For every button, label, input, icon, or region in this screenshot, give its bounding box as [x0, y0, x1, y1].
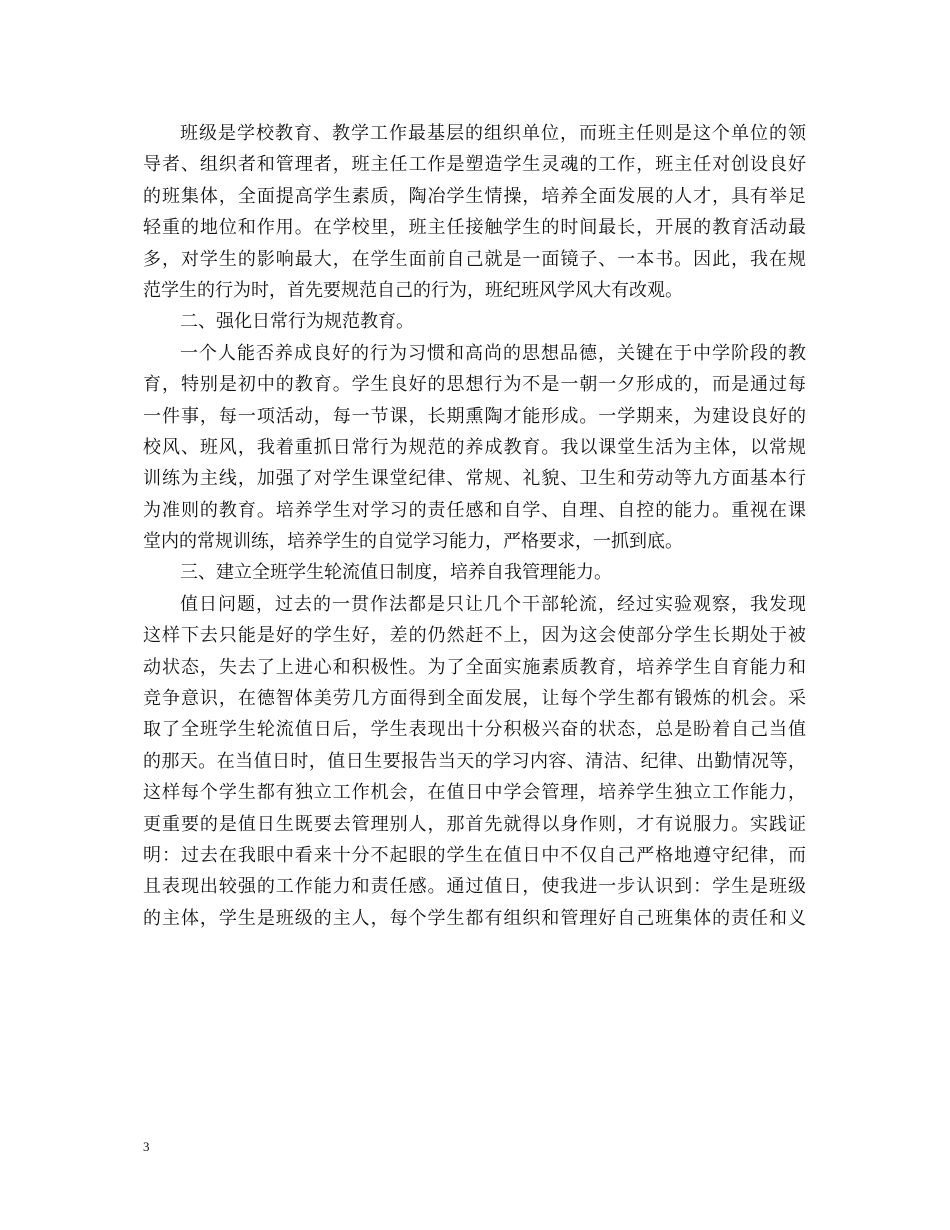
section-heading: 三、建立全班学生轮流值日制度，培养自我管理能力。 [180, 562, 612, 584]
text-line: 训练为主线，加强了对学生课堂纪律、常规、礼貌、卫生和劳动等九方面基本行 [143, 468, 806, 490]
text-line: 取了全班学生轮流值日后，学生表现出十分积极兴奋的状态，总是盼着自己当值 [143, 719, 806, 741]
text-line: 更重要的是值日生既要去管理别人，那首先就得以身作则，才有说服力。实践证 [143, 813, 806, 835]
text-line: 这样每个学生都有独立工作机会，在值日中学会管理，培养学生独立工作能力， [143, 782, 806, 804]
text-line: 班级是学校教育、教学工作最基层的组织单位，而班主任则是这个单位的领 [180, 123, 806, 144]
text-line: 的主体，学生是班级的主人，每个学生都有组织和管理好自己班集体的责任和义 [143, 907, 806, 929]
text-line: 轻重的地位和作用。在学校里，班主任接触学生的时间最长，开展的教育活动最 [143, 217, 806, 239]
text-line: 一个人能否养成良好的行为习惯和高尚的思想品德，关键在于中学阶段的教 [180, 342, 806, 364]
text-line: 这样下去只能是好的学生好，差的仍然赶不上，因为这会使部分学生长期处于被 [143, 625, 806, 647]
text-line: 的班集体，全面提高学生素质，陶冶学生情操，培养全面发展的人才，具有举足 [143, 185, 806, 207]
text-line: 竞争意识，在德智体美劳几方面得到全面发展，让每个学生都有锻炼的机会。采 [143, 688, 806, 710]
page-number: 3 [143, 1139, 150, 1154]
text-line: 育，特别是初中的教育。学生良好的思想行为不是一朝一夕形成的，而是通过每 [143, 374, 806, 396]
section-heading: 二、强化日常行为规范教育。 [180, 311, 414, 333]
text-line: 范学生的行为时，首先要规范自己的行为，班纪班风学风大有改观。 [143, 279, 683, 301]
text-line: 导者、组织者和管理者，班主任工作是塑造学生灵魂的工作，班主任对创设良好 [143, 154, 806, 176]
text-line: 动状态，失去了上进心和积极性。为了全面实施素质教育，培养学生自育能力和 [143, 656, 806, 678]
text-line: 多，对学生的影响最大，在学生面前自己就是一面镜子、一本书。因此，我在规 [143, 248, 806, 270]
text-line: 堂内的常规训练，培养学生的自觉学习能力，严格要求，一抓到底。 [143, 531, 683, 553]
text-line: 值日问题，过去的一贯作法都是只让几个干部轮流，经过实验观察，我发现 [180, 593, 806, 615]
text-line: 为准则的教育。培养学生对学习的责任感和自学、自理、自控的能力。重视在课 [143, 499, 806, 521]
text-line: 且表现出较强的工作能力和责任感。通过值日，使我进一步认识到：学生是班级 [143, 876, 806, 898]
body-text [143, 118, 806, 934]
text-line: 的那天。在当值日时，值日生要报告当天的学习内容、清洁、纪律、出勤情况等， [143, 750, 806, 772]
text-line: 校风、班风，我着重抓日常行为规范的养成教育。我以课堂生活为主体，以常规 [143, 436, 806, 458]
text-line: 一件事，每一项活动，每一节课，长期熏陶才能形成。一学期来，为建设良好的 [143, 405, 806, 427]
text-line: 明：过去在我眼中看来十分不起眼的学生在值日中不仅自己严格地遵守纪律，而 [143, 844, 806, 866]
